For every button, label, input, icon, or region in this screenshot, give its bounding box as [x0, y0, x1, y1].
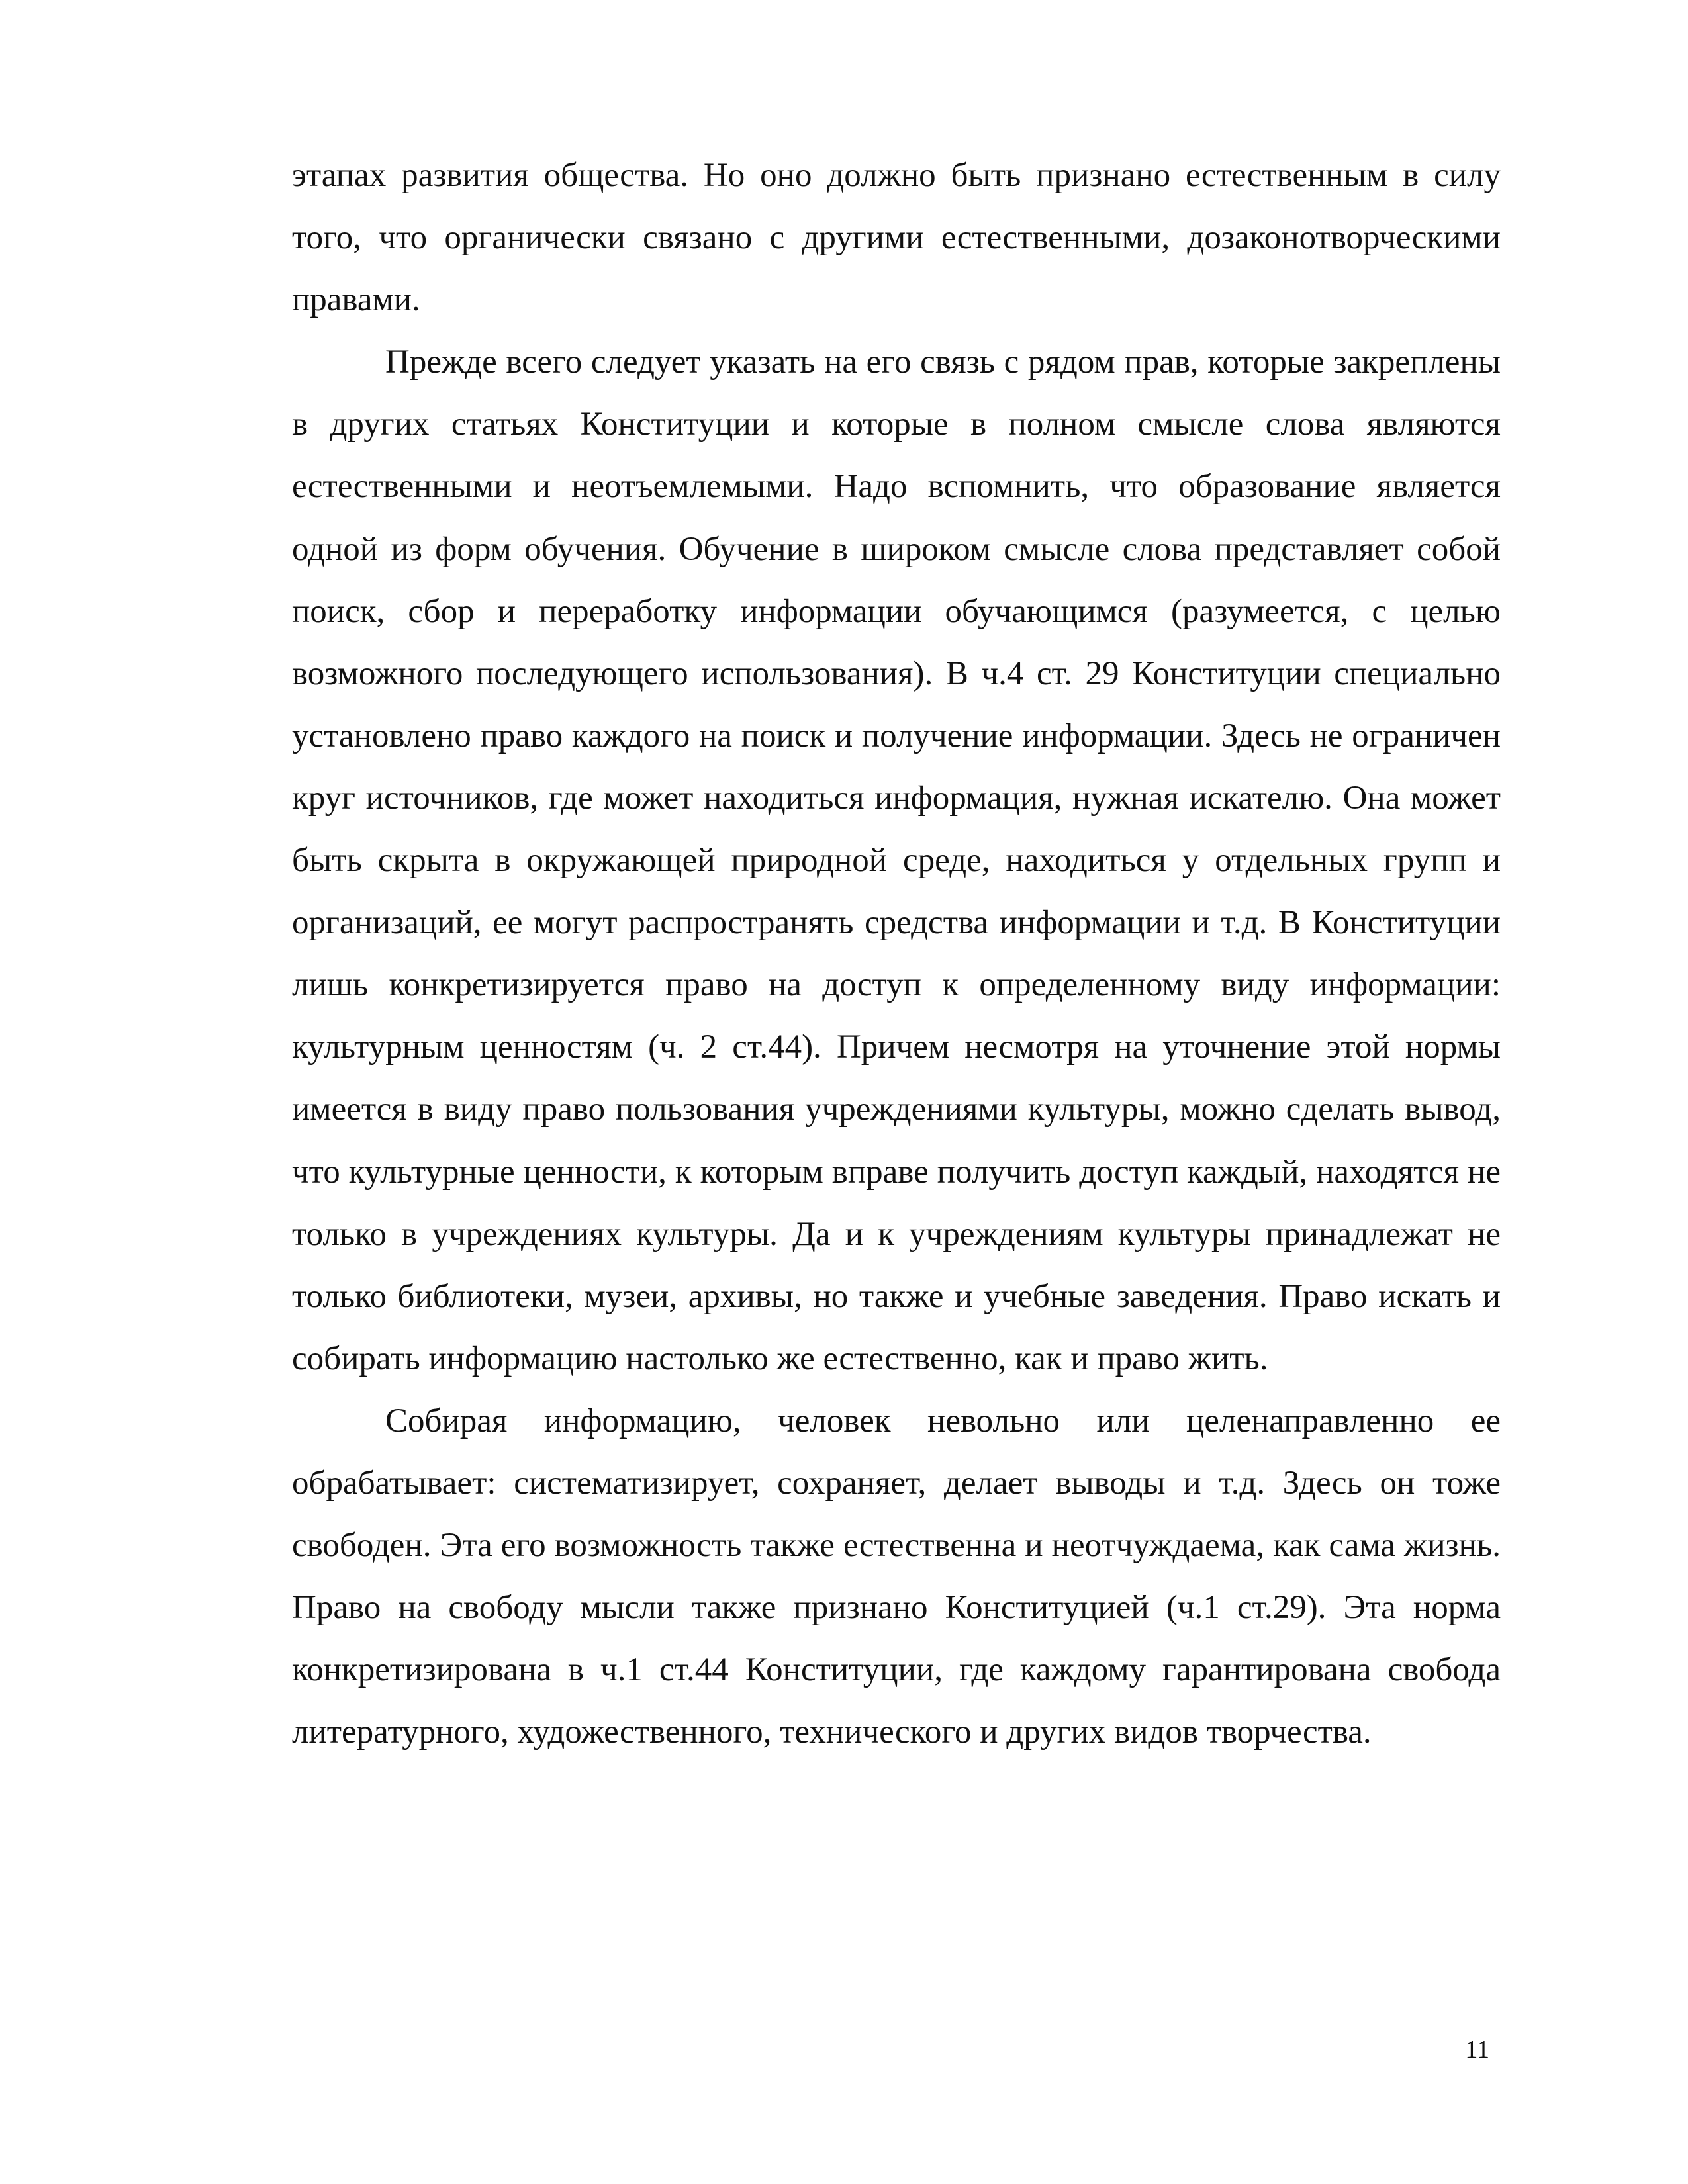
paragraph-2: Прежде всего следует указать на его связь с рядом прав, которые закреплены в других статьях Конституции и которые в полном смысле слова являются естественными и неотъемлемыми. Надо вспомнить, что образование является одной из форм обучения. Обучение в широком смысле слова представляет собой поиск, сбор и переработку информации обучающимся (разумеется, с целью возможного последующего использования). В ч.4 ст. 29 Конституции специально установлено право каждого на поиск и получение информации. Здесь не ограничен круг источников, где может находиться информация, нужная искателю. Она может быть скрыта в окружающей природной среде, находиться у отдельных групп и организаций, ее могут распространять средства информации и т.д. В Конституции лишь конкретизируется право на доступ к определенному виду информации: культурным ценностям (ч. 2 ст.44). Причем несмотря на уточнение этой нормы имеется в виду право пользования учреждениями культуры, можно сделать вывод, что культурные ценности, к которым вправе получить доступ каждый, находятся не только в учреждениях культуры. Да и к учреждениям культуры принадлежат не только библиотеки, музеи, архивы, но также и учебные заведения. Право искать и собирать информацию настолько же естественно, как и право жить.: [292, 343, 1501, 1377]
page-number: 11: [1465, 2036, 1489, 2064]
paragraph-3: Собирая информацию, человек невольно или целенаправленно ее обрабатывает: систематизирует, сохраняет, делает выводы и т.д. Здесь он тоже свободен. Эта его возможность также естественна и неотчуждаема, как сама жизнь. Право на свободу мысли также признано Конституцией (ч.1 ст.29). Эта норма конкретизирована в ч.1 ст.44 Конституции, где каждому гарантирована свобода литературного, художественного, технического и других видов творчества.: [292, 1402, 1501, 1751]
paragraph-1: этапах развития общества. Но оно должно быть признано естественным в силу того, что органически связано с другими естественными, дозаконотворческими правами.: [292, 157, 1501, 319]
body-text: [292, 144, 1501, 1763]
